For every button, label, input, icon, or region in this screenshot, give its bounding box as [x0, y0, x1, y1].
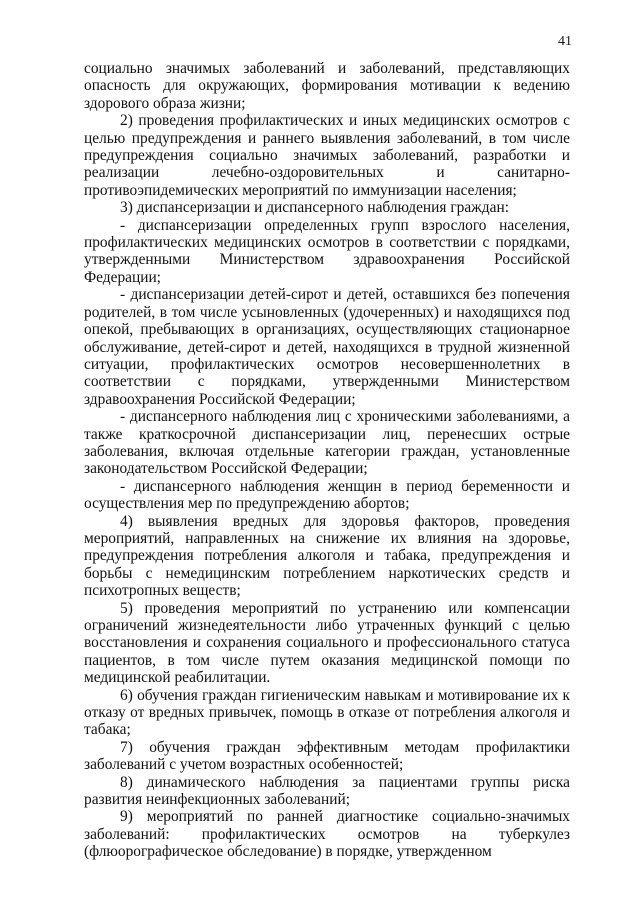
- paragraph: 7) обучения граждан эффективным методам профилактики заболеваний с учетом возрастных особенностей;: [84, 738, 570, 774]
- document-body: [84, 60, 570, 861]
- paragraph: 8) динамического наблюдения за пациентами группы риска развития неинфекционных заболеваний;: [84, 773, 570, 809]
- paragraph: социально значимых заболеваний и заболеваний, представляющих опасность для окружающих, формирования мотивации к ведению здорового образа жизни;: [84, 60, 570, 112]
- paragraph: 2) проведения профилактических и иных медицинских осмотров с целью предупреждения и раннего выявления заболеваний, в том числе предупреждения социально значимых заболеваний, разработки и реализации лечебно-оздоровительных и санитарно-противоэпидемических мероприятий по иммунизации населения;: [84, 112, 570, 199]
- paragraph: 4) выявления вредных для здоровья факторов, проведения мероприятий, направленных на снижение их влияния на здоровье, предупреждения потребления алкоголя и табака, предупреждения и борьбы с немедицинским потреблением наркотических средств и психотропных веществ;: [84, 512, 570, 600]
- paragraph: - диспансерного наблюдения женщин в период беременности и осуществления мер по предупреждению абортов;: [84, 477, 570, 513]
- paragraph: 3) диспансеризации и диспансерного наблюдения граждан:: [120, 199, 509, 217]
- page-number: 41: [558, 34, 572, 49]
- paragraph: 6) обучения граждан гигиеническим навыкам и мотивирование их к отказу от вредных привычек, помощь в отказе от потребления алкоголя и табака;: [84, 686, 570, 739]
- paragraph: - диспансеризации детей-сирот и детей, оставшихся без попечения родителей, в том числе усыновленных (удочеренных) и находящихся под опекой, пребывающих в организациях, осуществляющих стационарное обслуживание, детей-сирот и детей, находящихся в трудной жизненной ситуации, профилактических осмотров несовершеннолетних в соответствии с порядками, утвержденными Министерством здравоохранения Российской Федерации;: [84, 286, 570, 408]
- paragraph: - диспансеризации определенных групп взрослого населения, профилактических медицинских осмотров в соответствии с порядками, утвержденными Министерством здравоохранения Российской Федерации;: [84, 216, 570, 286]
- paragraph: 9) мероприятий по ранней диагностике социально-значимых заболеваний: профилактических осмотров на туберкулез (флюорографическое обследование) в порядке, утвержденном: [84, 808, 570, 861]
- paragraph: - диспансерного наблюдения лиц с хроническими заболеваниями, а также краткосрочной диспансеризации лиц, перенесших острые заболевания, включая отдельные категории граждан, установленные законодательством Российской Федерации;: [84, 408, 570, 478]
- paragraph: 5) проведения мероприятий по устранению или компенсации ограничений жизнедеятельности либо утраченных функций с целью восстановления и сохранения социального и профессионального статуса пациентов, в том числе путем оказания медицинской помощи по медицинской реабилитации.: [84, 599, 570, 687]
